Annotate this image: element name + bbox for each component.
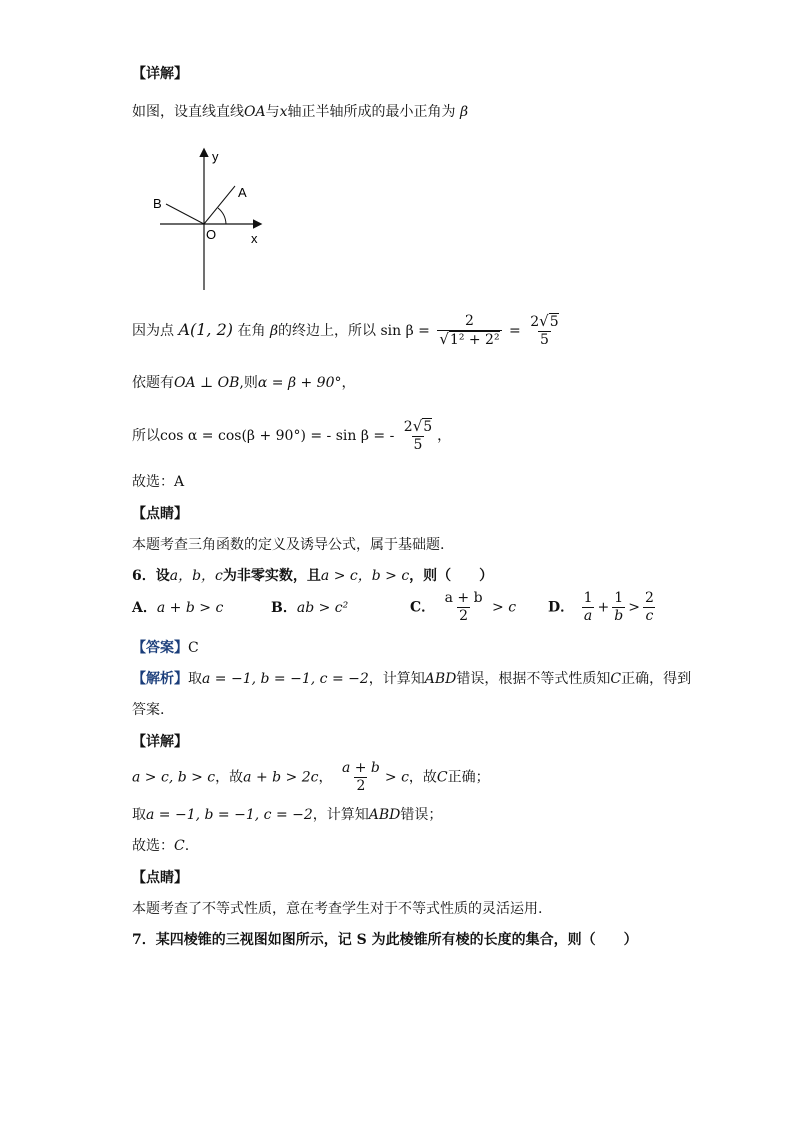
eq1-f1-num: 2 [465, 313, 474, 329]
analysis-label: 【解析】 [132, 671, 188, 687]
detail-2-line-3: 故选：C. [132, 838, 190, 854]
label-a: A [238, 185, 247, 200]
eq2-line [132, 373, 356, 393]
intro-text-a: 如图，设直线直线 [132, 104, 244, 120]
eq2-expr: α = β + 90° [257, 375, 342, 391]
eq2-end: ， [341, 375, 356, 391]
eq1-fraction-2 [528, 313, 560, 349]
q6-option-c: C． $\frac{a + b}{2}$ > c [410, 590, 517, 624]
eq1-mid2: 的终边上，所以 [278, 323, 377, 339]
eq1-equals: = [509, 323, 521, 339]
q7-stem: 7．某四棱锥的三视图如图所示，记 S 为此棱锥所有棱的长度的集合，则（ ） [132, 932, 638, 948]
eq1-point-a: A(1, 2) [178, 320, 234, 339]
choice-1: 故选：A [132, 474, 185, 490]
q6-option-a: A．a + b > c [132, 600, 224, 616]
eq3-end: ， [437, 428, 452, 444]
comment-2-heading: 【点睛】 [132, 870, 188, 886]
eq1-beta: β [269, 323, 279, 339]
eq1-lhs: sin β = [380, 323, 430, 339]
eq2-rel: OA ⊥ OB [174, 375, 240, 391]
intro-oa: OA [244, 104, 266, 120]
answer-line [132, 638, 199, 658]
detail-2-line-2: 取a = −1, b = −1, c = −2，计算知ABD错误； [132, 807, 443, 823]
eq3-fraction [402, 418, 434, 454]
ray-ob [166, 204, 204, 224]
label-o: O [206, 227, 217, 242]
eq1-line [132, 312, 564, 349]
label-x: x [251, 231, 258, 246]
eq3-expr: cos α = cos(β + 90°) = - sin β = - [160, 428, 395, 444]
answer-value: C [188, 640, 199, 656]
comment-1-heading: 【点睛】 [132, 506, 188, 522]
comment-2-text: 本题考查了不等式性质，意在考查学生对于不等式性质的灵活运用. [132, 901, 543, 917]
q6-optc-den: 2 [459, 608, 469, 624]
intro-x: x [279, 104, 288, 120]
q6-cond: a > c，b > c [320, 568, 410, 584]
q6-optc-num: a + b [444, 590, 483, 606]
intro-text-b: 与 [265, 104, 280, 120]
eq1-mid: 在角 [237, 323, 266, 339]
intro-line [132, 102, 468, 122]
eq2-mid: ,则 [239, 375, 258, 391]
analysis-line-2: 答案. [132, 702, 165, 718]
q6-option-d: D． $\frac{1}{a}$ + $\frac{1}{b}$ > $\frac{2}{c}$ [548, 590, 654, 624]
intro-text-c: 轴正半轴所成的最小正角为 [287, 104, 456, 120]
q6-stem: 6．设a，b，c为非零实数，且a > c，b > c，则（ ） [132, 568, 494, 584]
eq3-num: 2√5 [403, 417, 433, 435]
eq1-f1-den: √1² + 2² [439, 330, 500, 348]
eq2-pre: 依题有 [132, 375, 174, 391]
analysis-line-1: 【解析】取a = −1, b = −1, c = −2，计算知ABD错误，根据不等式性质知C正确，得到 [132, 671, 692, 687]
angle-arc [218, 208, 226, 224]
eq1-f2-den: 5 [539, 332, 549, 348]
detail-2-line-1: a > c, b > c，故a + b > 2c， $\frac{a + b}{2}$ > c，故C正确； [132, 760, 490, 794]
eq1-pre: 因为点 [132, 323, 174, 339]
eq1-f2-num: 2√5 [530, 312, 559, 330]
label-b: B [153, 196, 162, 211]
answer-label: 【答案】 [132, 640, 188, 656]
coordinate-figure [140, 140, 280, 295]
eq3-line [132, 418, 451, 454]
q6-vars: a，b，c [169, 568, 223, 584]
detail-heading: 【详解】 [132, 66, 188, 82]
label-y: y [212, 149, 219, 164]
eq3-pre: 所以 [132, 428, 160, 444]
comment-1-text: 本题考查三角函数的定义及诱导公式，属于基础题. [132, 537, 445, 553]
intro-beta: β [459, 104, 469, 120]
detail-2-heading: 【详解】 [132, 734, 188, 750]
eq3-den: 5 [413, 437, 423, 453]
eq1-fraction-1 [437, 313, 501, 349]
ray-oa [204, 186, 235, 224]
q6-option-b: B．ab > c² [271, 600, 349, 616]
